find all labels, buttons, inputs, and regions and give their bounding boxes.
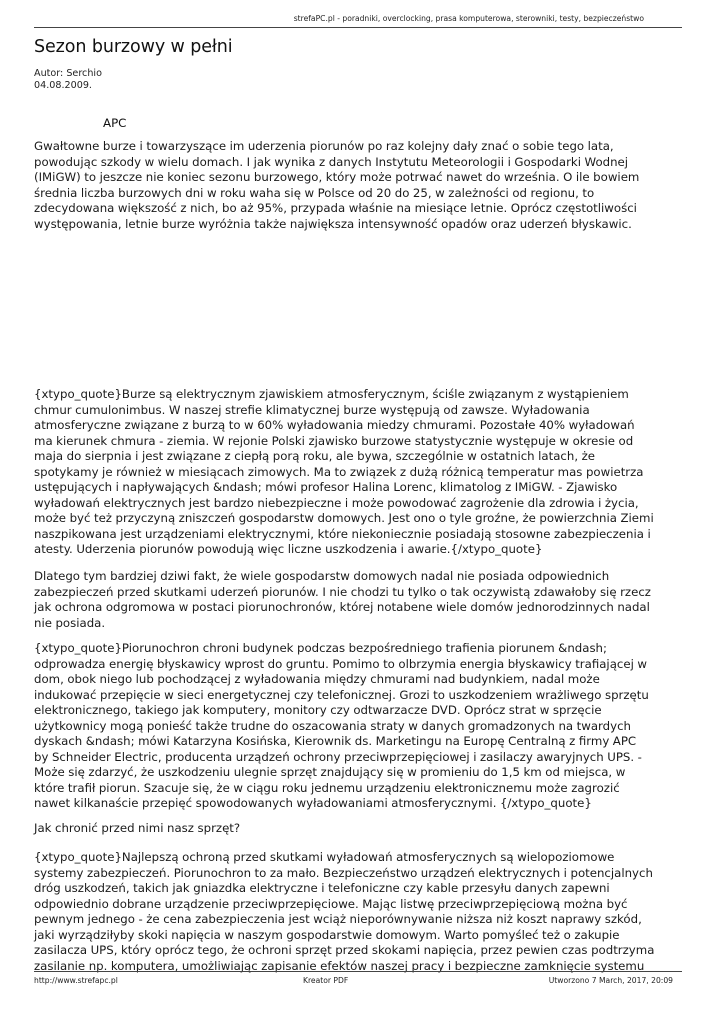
article-section-heading: Jak chronić przed nimi nasz sprzęt? — [34, 821, 241, 835]
article-paragraph-1: Gwałtowne burze i towarzyszące im uderzenia piorunów po raz kolejny dały znać o sobie tego lata, powodując szkody w wielu domach. I jak wynika z danych Instytutu Meteorologii i Gospodarki Wodnej (IMiGW) to jeszcze nie koniec sezonu burzowego, który może potrwać nawet do września. O ile bowiem średnia liczba burzowych dni w roku waha się w Polsce od 20 do 25, w zależności od regionu, to zdecydowana większość z nich, bo aż 95%, przypada właśnie na miesiące letnie. Oprócz częstotliwości występowania, letnie burze wyróżnia także największa intensywność opadów oraz uderzeń błyskawic. — [34, 139, 640, 231]
article-paragraph-2: {xtypo_quote}Burze są elektrycznym zjawiskiem atmosferycznym, ściśle związanym z wystąpieniem chmur cumulonimbus. W naszej strefie klimatycznej burze występują od zawsze. Wyładowania atmosferyczne związane z burzą to w 60% wyładowania miedzy chmurami. Pozostałe 40% wyładowań ma kierunek chmura - ziemia. W rejonie Polski zjawisko burzowe statystycznie występuje w okresie od maja do sierpnia i jest związane z ciepłą porą roku, ale bywa, szczególnie w ostatnich latach, że spotykamy je również w miesiącach zimowych. Ma to związek z dużą różnicą temperatur mas powietrza ustępujących i napływających &ndash; mówi profesor Halina Lorenc, klimatolog z IMiGW. - Zjawisko wyładowań elektrycznych jest bardzo niebezpieczne i może powodować zagrożenie dla zdrowia i życia, może być też przyczyną zniszczeń gospodarstw domowych. Jest ono o tyle groźne, że powierzchnia Ziemi naszpikowana jest urządzeniami elektrycznymi, które niekoniecznie posiadają stosowne zabezpieczenia i atesty. Uderzenia piorunów powodują więc liczne uszkodzenia i awarie.{/xtypo_quote} — [34, 387, 654, 556]
article-author: Autor: Serchio — [34, 68, 102, 79]
article-title: Sezon burzowy w pełni — [34, 37, 233, 57]
footer-generator: Kreator PDF — [303, 976, 349, 985]
article-date: 04.08.2009. — [34, 80, 92, 91]
article-paragraph-3: Dlatego tym bardziej dziwi fakt, że wiele gospodarstw domowych nadal nie posiada odpowiednich zabezpieczeń przed skutkami uderzeń piorunów. I nie chodzi tu tylko o tak oczywistą zdawałoby się rzecz jak ochrona odgromowa w postaci piorunochronów, której notabene wiele domów jednorodzinnych nadal nie posiada. — [34, 569, 651, 630]
header-divider — [34, 27, 682, 28]
footer-divider — [34, 971, 682, 972]
article-subheading: APC — [103, 116, 127, 130]
article-paragraph-4: {xtypo_quote}Piorunochron chroni budynek podczas bezpośredniego trafienia piorunem &ndash; odprowadza energię błyskawicy wprost do gruntu. Pomimo to olbrzymia energia błyskawicy trafiającej w dom, obok niego lub pochodzącej z wyładowania między chmurami nad budynkiem, nadal może indukować przepięcie w sieci energetycznej czy telefonicznej. Grozi to uszkodzeniem wrażliwego sprzętu elektronicznego, takiego jak komputery, monitory czy odtwarzacze DVD. Oprócz strat w sprzęcie użytkownicy mogą ponieść także trudne do oszacowania straty w danych gromadzonych na twardych dyskach &ndash; mówi Katarzyna Kosińska, Kierownik ds. Marketingu na Europę Centralną z firmy APC by Schneider Electric, producenta urządzeń ochrony przeciwprzepięciowej i zasilaczy awaryjnych UPS. - Może się zdarzyć, że uszkodzeniu ulegnie sprzęt znajdujący się w promieniu do 1,5 km od miejsca, w które trafił piorun. Szacuje się, że w ciągu roku jednemu urządzeniu elektronicznemu może zagrozić nawet kilkanaście przepięć spowodowanych wyładowaniami atmosferycznymi. {/xtypo_quote} — [34, 641, 649, 810]
article-paragraph-5: {xtypo_quote}Najlepszą ochroną przed skutkami wyładowań atmosferycznych są wielopoziomowe systemy zabezpieczeń. Piorunochron to za mało. Bezpieczeństwo urządzeń elektrycznych i potencjalnych dróg uszkodzeń, takich jak gniazdka elektryczne i telefoniczne czy kable przesyłu danych zapewni odpowiednio dobrane urządzenie przeciwprzepięciowe. Mając listwę przeciwprzepięciową można być pewnym jednego - że cena zabezpieczenia jest wciąż nieporównywanie niższa niż koszt naprawy szkód, jaki wyrządziłyby skoki napięcia w naszym gospodarstwie domowym. Warto pomyśleć też o zakupie zasilacza UPS, który oprócz tego, że ochroni sprzęt przed skokami napięcia, przez pewien czas podtrzyma zasilanie np. komputera, umożliwiając zapisanie efektów naszej pracy i bezpieczne zamknięcie systemu — [34, 850, 655, 973]
page-header-text: strefaPC.pl - poradniki, overclocking, prasa komputerowa, sterowniki, testy, bezpieczeństwo — [293, 14, 644, 23]
footer-url: http://www.strefapc.pl — [34, 976, 118, 985]
footer-created: Utworzono 7 March, 2017, 20:09 — [548, 976, 673, 985]
